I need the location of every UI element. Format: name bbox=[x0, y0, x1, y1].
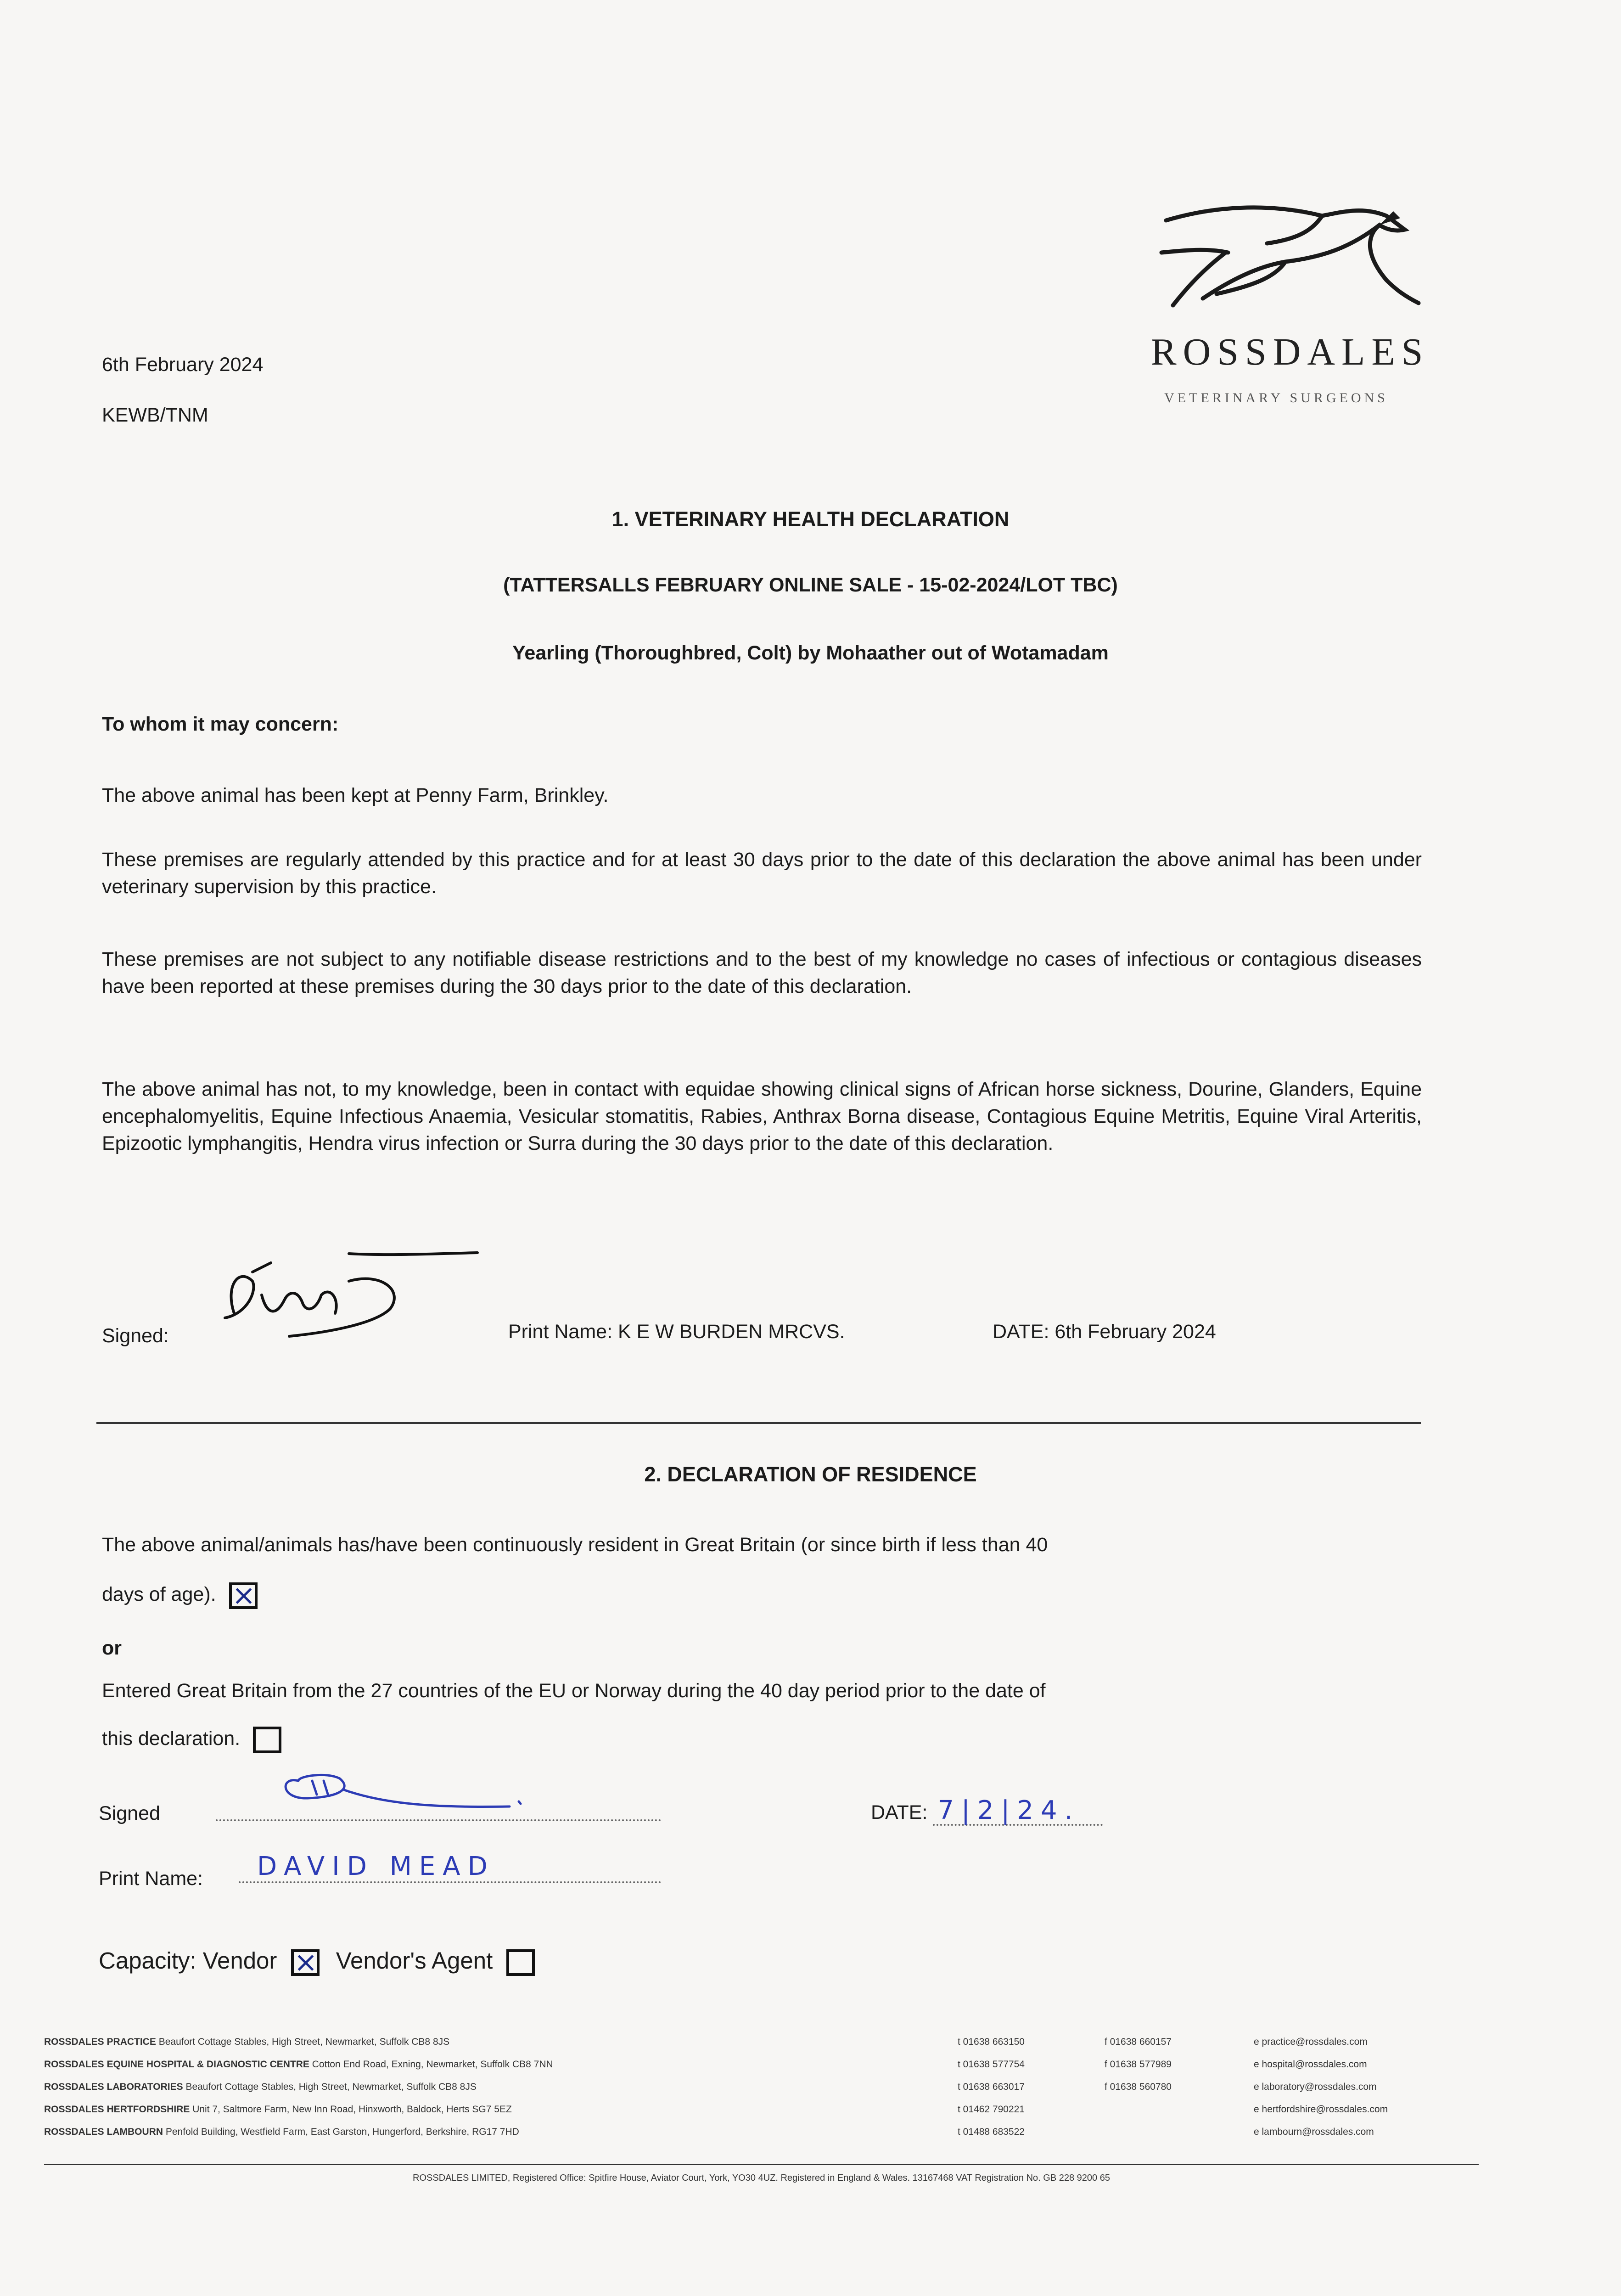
office-name: ROSSDALES LABORATORIES bbox=[44, 2082, 183, 2092]
vet-print-name: Print Name: K E W BURDEN MRCVS. bbox=[508, 1321, 845, 1343]
footer-office-laboratories bbox=[44, 2079, 1479, 2094]
office-address: Beaufort Cottage Stables, High Street, Newmarket, Suffolk CB8 8JS bbox=[158, 2037, 450, 2047]
office-tel: t 01488 683522 bbox=[958, 2127, 1025, 2137]
vendor-print-name-label: Print Name: bbox=[99, 1868, 203, 1890]
office-fax: f 01638 577989 bbox=[1105, 2059, 1172, 2070]
office-name: ROSSDALES HERTFORDSHIRE bbox=[44, 2104, 190, 2115]
footer-office-practice bbox=[44, 2034, 1479, 2049]
office-address: Unit 7, Saltmore Farm, New Inn Road, Hinxworth, Baldock, Herts SG7 5EZ bbox=[192, 2104, 512, 2115]
paragraph-supervision: These premises are regularly attended by this practice and for at least 30 days prior to the date of this declaration the above animal has been under veterinary supervision by this practice. bbox=[102, 849, 1422, 898]
residence-option2-line1: Entered Great Britain from the 27 countries of the EU or Norway during the 40 day period prior to the date of bbox=[102, 1680, 1046, 1702]
office-tel: t 01638 577754 bbox=[958, 2059, 1025, 2070]
footer-divider bbox=[44, 2164, 1479, 2165]
office-fax: f 01638 560780 bbox=[1105, 2082, 1172, 2092]
vendor-date-value[interactable]: 7|2|24. bbox=[933, 1797, 1103, 1826]
office-tel: t 01638 663150 bbox=[958, 2037, 1025, 2047]
vet-signature bbox=[197, 1240, 491, 1355]
office-email: e hertfordshire@rossdales.com bbox=[1254, 2104, 1388, 2115]
office-tel: t 01638 663017 bbox=[958, 2082, 1025, 2092]
capacity-row bbox=[99, 1946, 535, 1976]
footer-office-hospital bbox=[44, 2057, 1479, 2072]
letter-date: 6th February 2024 bbox=[102, 354, 264, 376]
office-name: ROSSDALES LAMBOURN bbox=[44, 2127, 163, 2137]
vendor-date-label: DATE: bbox=[871, 1801, 928, 1823]
footer-registration: ROSSDALES LIMITED, Registered Office: Spitfire House, Aviator Court, York, YO30 4UZ. Registered in England & Wales. 13167468 VAT Registration No. GB 228 9200 65 bbox=[413, 2173, 1110, 2183]
entered-gb-checkbox[interactable] bbox=[253, 1727, 281, 1753]
section1-subheading: (TATTERSALLS FEBRUARY ONLINE SALE - 15-02-2024/LOT TBC) bbox=[503, 574, 1118, 596]
capacity-label: Capacity: Vendor bbox=[99, 1947, 277, 1974]
vet-signed-label: Signed: bbox=[102, 1325, 169, 1347]
footer-office-hertfordshire bbox=[44, 2102, 1479, 2117]
office-email: e practice@rossdales.com bbox=[1254, 2037, 1368, 2047]
vendor-date-row bbox=[871, 1797, 1103, 1826]
office-email: e laboratory@rossdales.com bbox=[1254, 2082, 1377, 2092]
section-divider bbox=[96, 1422, 1421, 1424]
or-label: or bbox=[102, 1637, 122, 1659]
salutation: To whom it may concern: bbox=[102, 713, 339, 735]
vendor-signature bbox=[271, 1762, 546, 1822]
animal-description: Yearling (Thoroughbred, Colt) by Mohaather out of Wotamadam bbox=[512, 642, 1109, 664]
paragraph-disease: These premises are not subject to any notifiable disease restrictions and to the best of my knowledge no cases of infectious or contagious diseases have been reported at these premises during the 30 days prior to the date of this declaration. bbox=[102, 948, 1422, 997]
residence-option1-line1: The above animal/animals has/have been continuously resident in Great Britain (or since birth if less than 40 bbox=[102, 1534, 1048, 1556]
section1-heading: 1. VETERINARY HEALTH DECLARATION bbox=[611, 507, 1010, 531]
horse-logo-icon bbox=[1148, 193, 1432, 321]
footer-office-lambourn bbox=[44, 2124, 1479, 2139]
vet-date: DATE: 6th February 2024 bbox=[993, 1321, 1216, 1343]
residence-option2-row bbox=[102, 1725, 281, 1753]
office-name: ROSSDALES PRACTICE bbox=[44, 2037, 156, 2047]
vendor-signed-label: Signed bbox=[99, 1802, 160, 1824]
office-tel: t 01462 790221 bbox=[958, 2104, 1025, 2115]
vendor-agent-label: Vendor's Agent bbox=[336, 1947, 493, 1974]
office-email: e hospital@rossdales.com bbox=[1254, 2059, 1367, 2070]
office-address: Beaufort Cottage Stables, High Street, Newmarket, Suffolk CB8 8JS bbox=[185, 2082, 477, 2092]
vendor-agent-checkbox[interactable] bbox=[506, 1949, 535, 1976]
residence-option1-line2: days of age). bbox=[102, 1583, 216, 1605]
logo-subtitle: VETERINARY SURGEONS bbox=[1164, 390, 1388, 405]
logo-name: ROSSDALES bbox=[1150, 331, 1430, 373]
section2-heading: 2. DECLARATION OF RESIDENCE bbox=[644, 1463, 977, 1486]
paragraph-premises: The above animal has been kept at Penny Farm, Brinkley. bbox=[102, 784, 609, 806]
office-address: Penfold Building, Westfield Farm, East Garston, Hungerford, Berkshire, RG17 7HD bbox=[165, 2127, 519, 2137]
vendor-print-name-value[interactable]: DAVID MEAD bbox=[239, 1851, 661, 1883]
resident-gb-checkbox[interactable] bbox=[229, 1582, 258, 1609]
office-address: Cotton End Road, Exning, Newmarket, Suffolk CB8 7NN bbox=[312, 2059, 553, 2070]
letter-reference: KEWB/TNM bbox=[102, 404, 208, 426]
rossdales-logo bbox=[1148, 193, 1432, 324]
office-name: ROSSDALES EQUINE HOSPITAL & DIAGNOSTIC CENTRE bbox=[44, 2059, 309, 2070]
office-fax: f 01638 660157 bbox=[1105, 2037, 1172, 2047]
vendor-checkbox[interactable] bbox=[291, 1949, 320, 1976]
office-email: e lambourn@rossdales.com bbox=[1254, 2127, 1374, 2137]
residence-option1-row bbox=[102, 1581, 258, 1609]
residence-option2-line2: this declaration. bbox=[102, 1728, 241, 1750]
paragraph-contact: The above animal has not, to my knowledge, been in contact with equidae showing clinical signs of African horse sickness, Dourine, Glanders, Equine encephalomyelitis, Equine Infectious Anaemia, Vesicular stomatitis, Rabies, Anthrax Borna disease, Contagious Equine Metritis, Equine Viral Arteritis, Epizootic lymphangitis, Hendra virus infection or Surra during the 30 days prior to the date of this declaration. bbox=[102, 1078, 1422, 1154]
footer-offices bbox=[44, 2034, 1479, 2139]
